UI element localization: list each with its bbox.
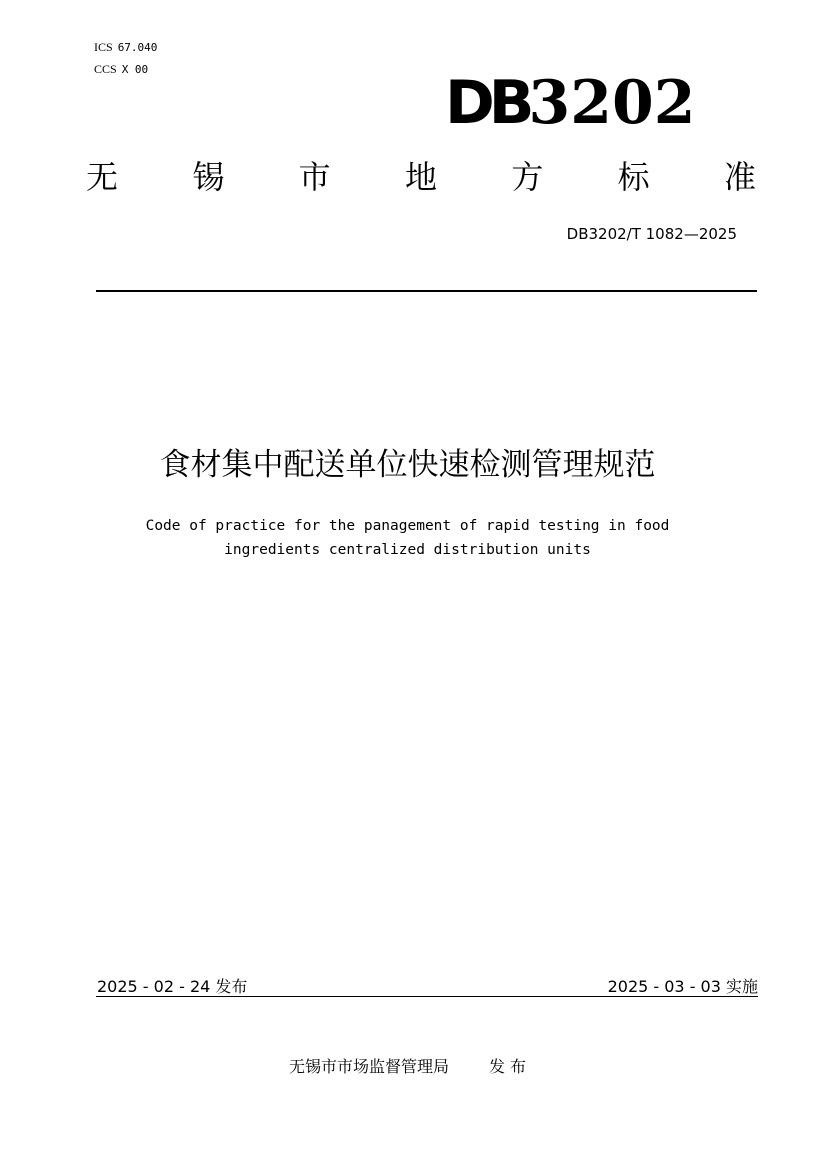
ics-code [94,40,157,55]
logo-db: DB [445,68,529,138]
standard-number: DB3202/T 1082—2025 [566,225,737,243]
title-en-line-2: ingredients centralized distribution units [224,542,591,558]
db-logo [445,68,696,138]
document-title-en [0,514,815,562]
issuer-line [0,1054,815,1077]
standard-type-char: 无 [86,158,119,196]
title-en-line-1: Code of practice for the panagement of rapid testing in food [145,518,670,534]
implementation-date: 2025 - 03 - 03 实施 [607,977,758,996]
ccs-code [94,62,148,77]
issuer-name: 无锡市市场监督管理局 [288,1057,449,1076]
ccs-label: CCS [94,62,117,76]
top-divider [96,290,757,292]
standard-type-char: 标 [617,158,650,196]
standard-type-char: 锡 [192,158,225,196]
standard-type-char: 准 [723,158,756,196]
standard-type-char: 市 [298,158,331,196]
logo-number: 3202 [528,68,696,138]
bottom-divider [96,996,758,997]
document-title-cn: 食材集中配送单位快速检测管理规范 [159,447,656,483]
standard-type-heading [86,155,756,199]
issuer-action: 发 布 [488,1057,527,1076]
ics-label: ICS [94,40,113,54]
standard-type-char: 地 [404,158,437,196]
issue-date: 2025 - 02 - 24 发布 [97,977,248,996]
ccs-value: X 00 [121,63,149,76]
ics-value: 67.040 [117,41,158,54]
standard-type-char: 方 [511,158,544,196]
